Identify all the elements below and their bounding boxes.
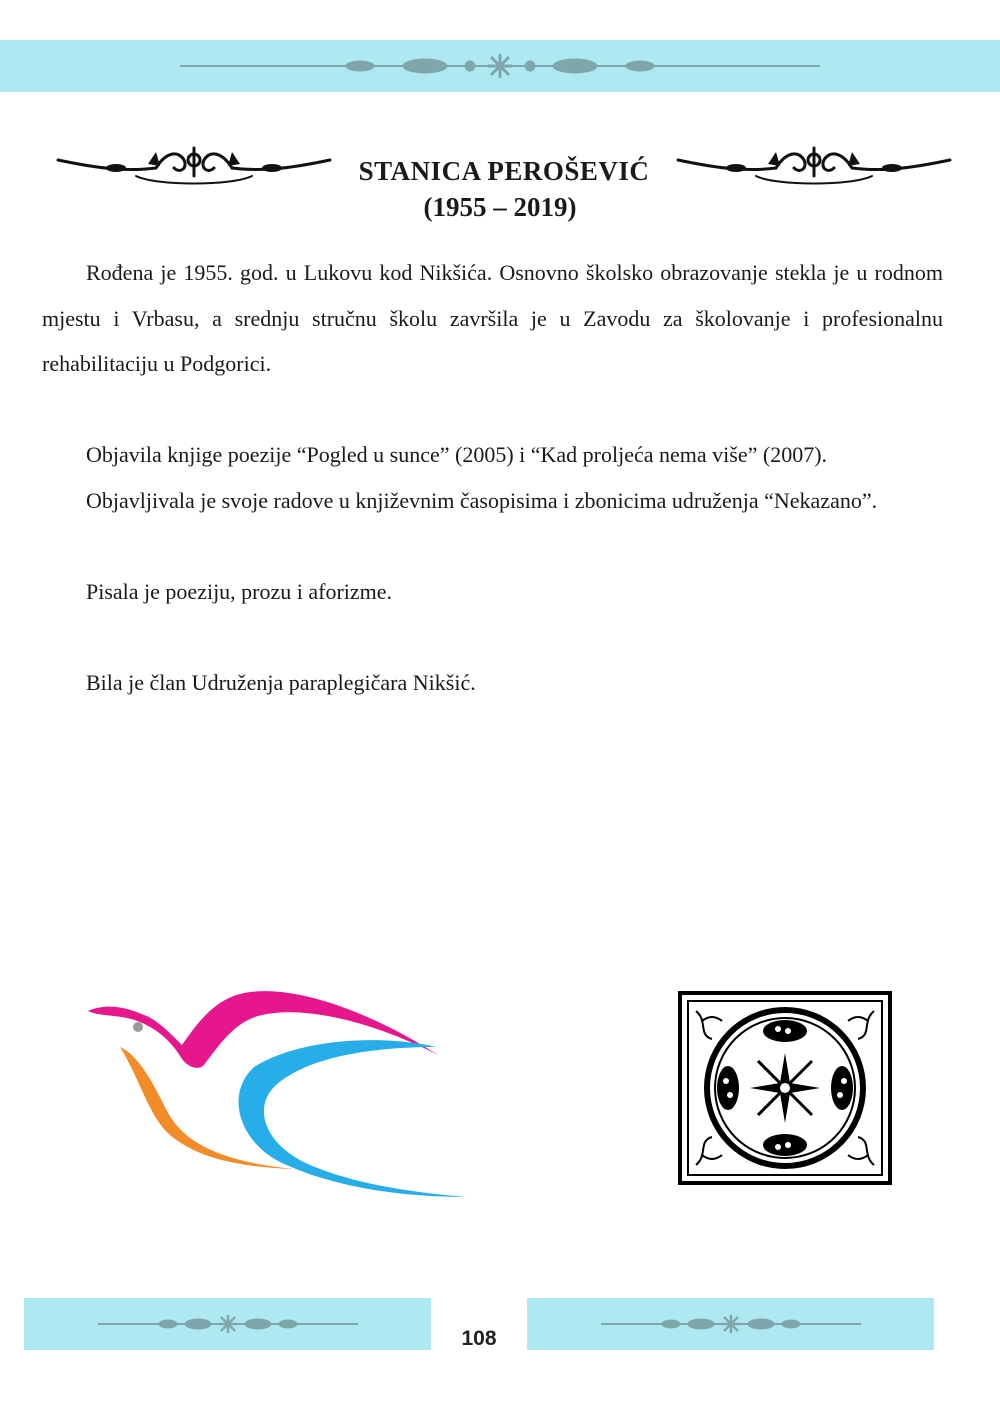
- title-block: [0, 140, 1000, 230]
- paragraph-birth-education: Rođena je 1955. god. u Lukovu kod Nikšića. Osnovno školsko obrazovanje stekla je u rodnom mjestu i Vrbasu, a srednju stručnu školu završila je u Zavodu za školovanje i profesionalnu rehabilitaciju u Podgorici.: [42, 260, 943, 376]
- biography-text: [42, 250, 943, 705]
- top-decorative-band: [0, 40, 1000, 92]
- ornamental-tile-icon: [678, 991, 892, 1185]
- ornamental-divider-icon: [601, 1312, 861, 1336]
- bottom-band-right: [527, 1298, 934, 1350]
- paragraph-genres: Pisala je poeziju, prozu i aforizme.: [86, 578, 393, 604]
- ornamental-divider-icon: [98, 1312, 358, 1336]
- paragraph-published-books: Objavila knjige poezije “Pogled u sunce” (2005) i “Kad proljeća nema više” (2007).: [86, 442, 828, 467]
- ornamental-divider-icon: [180, 51, 820, 81]
- bottom-band-left: [24, 1298, 431, 1350]
- paragraph-publications: Objavljivala je svoje radove u književnim časopisima i zbonicima udruženja “Nekazano”.: [86, 487, 878, 513]
- scroll-flourish-icon: [676, 142, 952, 190]
- paragraph-membership: Bila je član Udruženja paraplegičara Nikšić.: [86, 669, 476, 695]
- scroll-flourish-icon: [56, 142, 332, 190]
- lifespan-years: (1955 – 2019): [423, 192, 577, 222]
- page-number: 108: [461, 1327, 497, 1350]
- page-title: STANICA PEROŠEVIĆ: [358, 156, 650, 186]
- dove-logo: [86, 985, 471, 1200]
